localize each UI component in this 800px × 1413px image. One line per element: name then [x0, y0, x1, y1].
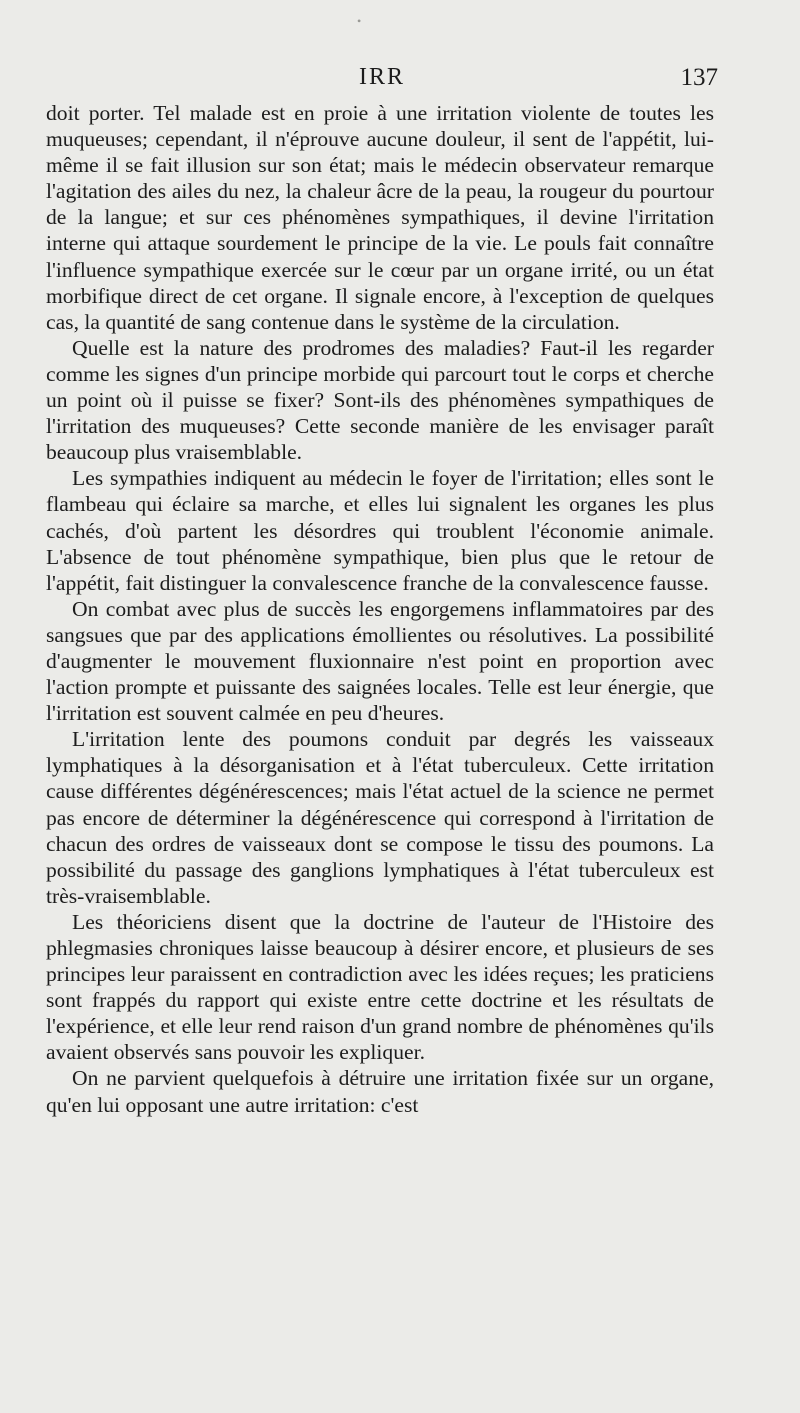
running-head: IRR [358, 64, 405, 90]
print-speck: • [357, 14, 362, 28]
body-text [46, 100, 714, 1118]
paragraph-7: On ne parvient quelquefois à détruire une irritation fixée sur un organe, qu'en lui opposant une autre irritation: c'est [46, 1066, 714, 1117]
paragraph-2: Quelle est la nature des prodromes des maladies? Faut-il les regarder comme les signes d'un principe morbide qui parcourt tout le corps et cherche un point où il puisse se fixer? Sont-ils des phénomènes sympathiques de l'irritation des muqueuses? Cette seconde manière de les envisager paraît beaucoup plus vraisemblable. [46, 335, 714, 465]
page-number: 137 [680, 64, 718, 91]
page-header [46, 60, 718, 96]
paragraph-6: Les théoriciens disent que la doctrine de l'auteur de l'Histoire des phlegmasies chroniques laisse beaucoup à désirer encore, et plusieurs de ses principes leur paraissent en contradiction avec les idées reçues; les praticiens sont frappés du rapport qui existe entre cette doctrine et les résultats de l'expérience, et elle leur rend raison d'un grand nombre de phénomènes qu'ils avaient observés sans pouvoir les expliquer. [46, 909, 714, 1065]
paragraph-3: Les sympathies indiquent au médecin le foyer de l'irritation; elles sont le flambeau qui éclaire sa marche, et elles lui signalent les organes les plus cachés, d'où partent les désordres qui troublent l'économie animale. L'absence de tout phénomène sympathique, bien plus que le retour de l'appétit, fait distinguer la convalescence franche de la convalescence fausse. [46, 466, 714, 595]
paragraph-4: On combat avec plus de succès les engorgemens inflammatoires par des sangsues que par des applications émollientes ou résolutives. La possibilité d'augmenter le mouvement fluxionnaire n'est point en proportion avec l'action prompte et puissante des saignées locales. Telle est leur énergie, que l'irritation est souvent calmée en peu d'heures. [46, 596, 714, 726]
paragraph-5: L'irritation lente des poumons conduit par degrés les vaisseaux lymphatiques à la désorganisation et à l'état tuberculeux. Cette irritation cause différentes dégénérescences; mais l'état actuel de la science ne permet pas encore de déterminer la dégénérescence qui correspond à l'irritation de chacun des ordres de vaisseaux dont se compose le tissu des poumons. La possibilité du passage des ganglions lymphatiques à l'état tuberculeux est très-vraisemblable. [46, 727, 714, 908]
paragraph-1: doit porter. Tel malade est en proie à une irritation violente de toutes les muqueuses; cependant, il n'éprouve aucune douleur, il sent de l'appétit, lui-même il se fait illusion sur son état; mais le médecin observateur remarque l'agitation des ailes du nez, la chaleur âcre de la peau, la rougeur du pourtour de la langue; et sur ces phénomènes sympathiques, il devine l'irritation interne qui attaque sourdement le principe de la vie. Le pouls fait connaître l'influence sympathique exercée sur le cœur par un organe irrité, ou un état morbifique direct de cet organe. Il signale encore, à l'exception de quelques cas, la quantité de sang contenue dans le système de la circulation. [46, 101, 714, 334]
